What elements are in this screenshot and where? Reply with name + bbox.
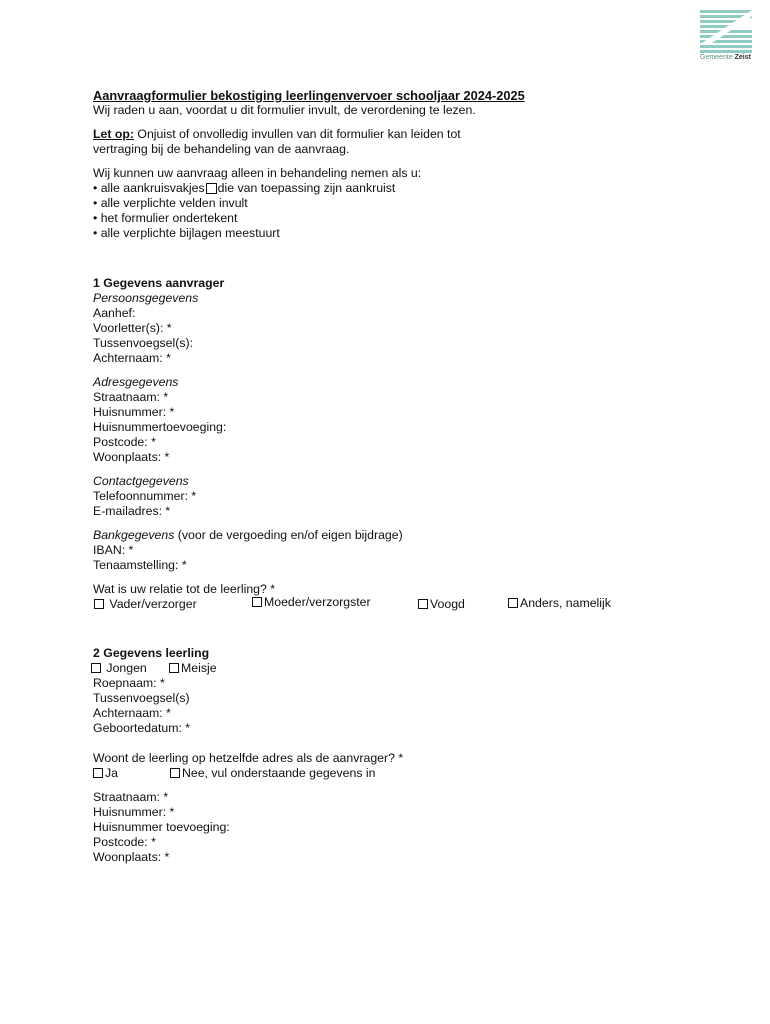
field-surname[interactable]: Achternaam: * bbox=[93, 351, 171, 365]
relation-option-mother[interactable] bbox=[252, 595, 371, 610]
field-student-postcode[interactable]: Postcode: * bbox=[93, 835, 156, 849]
field-student-house-number[interactable]: Huisnummer: * bbox=[93, 805, 175, 819]
condition-item-2: • alle verplichte velden invult bbox=[93, 196, 248, 210]
note-label: Let op: bbox=[93, 127, 134, 141]
same-address-label: Nee, vul onderstaande gegevens in bbox=[182, 766, 376, 780]
same-address-options bbox=[93, 766, 733, 781]
field-student-city[interactable]: Woonplaats: * bbox=[93, 850, 170, 864]
example-checkbox-icon bbox=[206, 183, 217, 194]
section-1-heading: 1 Gegevens aanvrager bbox=[93, 276, 225, 290]
relation-option-label: Voogd bbox=[430, 597, 465, 611]
field-phone[interactable]: Telefoonnummer: * bbox=[93, 489, 197, 503]
field-student-street[interactable]: Straatnaam: * bbox=[93, 790, 169, 804]
checkbox-icon[interactable] bbox=[94, 599, 104, 609]
relation-option-guardian[interactable] bbox=[418, 597, 465, 612]
field-email[interactable]: E-mailadres: * bbox=[93, 504, 171, 518]
relation-options bbox=[93, 597, 733, 613]
field-student-house-number-addition[interactable]: Huisnummer toevoeging: bbox=[93, 820, 230, 834]
bank-subheading: Bankgegevens bbox=[93, 528, 175, 542]
personal-subheading: Persoonsgegevens bbox=[93, 291, 199, 305]
bank-subheading-suffix: (voor de vergoeding en/of eigen bijdrage) bbox=[174, 528, 403, 542]
checkbox-icon[interactable] bbox=[93, 768, 103, 778]
condition-item-1 bbox=[93, 181, 733, 196]
logo-name: Zeist bbox=[734, 54, 751, 61]
relation-option-father[interactable] bbox=[94, 597, 197, 612]
condition-item-1-a: • alle aankruisvakjes bbox=[93, 181, 205, 195]
intro-text: Wij raden u aan, voordat u dit formulier invult, de verordening te lezen. bbox=[93, 103, 476, 117]
field-birthdate[interactable]: Geboortedatum: * bbox=[93, 721, 191, 735]
field-street[interactable]: Straatnaam: * bbox=[93, 390, 169, 404]
field-iban[interactable]: IBAN: * bbox=[93, 543, 134, 557]
field-house-number[interactable]: Huisnummer: * bbox=[93, 405, 175, 419]
field-student-infix[interactable]: Tussenvoegsel(s) bbox=[93, 691, 190, 705]
field-first-name[interactable]: Roepnaam: * bbox=[93, 676, 165, 690]
condition-item-4: • alle verplichte bijlagen meestuurt bbox=[93, 226, 280, 240]
checkbox-icon[interactable] bbox=[418, 599, 428, 609]
same-address-label: Ja bbox=[105, 766, 118, 780]
field-house-number-addition[interactable]: Huisnummertoevoeging: bbox=[93, 420, 227, 434]
bank-subheading-line bbox=[93, 528, 733, 543]
gender-options bbox=[93, 661, 733, 676]
condition-item-3: • het formulier ondertekent bbox=[93, 211, 238, 225]
checkbox-icon[interactable] bbox=[91, 663, 101, 673]
condition-item-1-b: die van toepassing zijn aankruist bbox=[217, 181, 396, 195]
form-document bbox=[93, 88, 733, 865]
field-account-holder[interactable]: Tenaamstelling: * bbox=[93, 558, 187, 572]
field-salutation[interactable]: Aanhef: bbox=[93, 306, 136, 320]
relation-question: Wat is uw relatie tot de leerling? * bbox=[93, 582, 276, 596]
same-address-yes[interactable] bbox=[93, 766, 118, 781]
relation-option-other[interactable] bbox=[508, 596, 611, 611]
checkbox-icon[interactable] bbox=[252, 597, 262, 607]
field-infix[interactable]: Tussenvoegsel(s): bbox=[93, 336, 194, 350]
relation-option-label: Anders, namelijk bbox=[520, 596, 611, 610]
note-line-1 bbox=[93, 127, 733, 142]
contact-subheading: Contactgegevens bbox=[93, 474, 189, 488]
gender-option-boy[interactable] bbox=[91, 661, 147, 676]
field-postcode[interactable]: Postcode: * bbox=[93, 435, 156, 449]
note-line-2: vertraging bij de behandeling van de aanvraag. bbox=[93, 142, 350, 156]
checkbox-icon[interactable] bbox=[169, 663, 179, 673]
gender-option-label: Jongen bbox=[103, 661, 147, 675]
checkbox-icon[interactable] bbox=[508, 598, 518, 608]
logo-prefix: Gemeente bbox=[700, 54, 733, 61]
section-2-heading: 2 Gegevens leerling bbox=[93, 646, 210, 660]
address-subheading: Adresgegevens bbox=[93, 375, 179, 389]
field-initials[interactable]: Voorletter(s): * bbox=[93, 321, 172, 335]
zeist-logo-icon bbox=[700, 10, 754, 54]
same-address-no[interactable] bbox=[170, 766, 375, 781]
page-title: Aanvraagformulier bekostiging leerlingenvervoer schooljaar 2024-2025 bbox=[93, 88, 525, 103]
note-text-1: Onjuist of onvolledig invullen van dit formulier kan leiden tot bbox=[133, 127, 461, 141]
same-address-question: Woont de leerling op hetzelfde adres als de aanvrager? * bbox=[93, 751, 404, 765]
field-student-surname[interactable]: Achternaam: * bbox=[93, 706, 171, 720]
gender-option-label: Meisje bbox=[181, 661, 217, 675]
field-city[interactable]: Woonplaats: * bbox=[93, 450, 170, 464]
conditions-lead: Wij kunnen uw aanvraag alleen in behandeling nemen als u: bbox=[93, 166, 422, 180]
gender-option-girl[interactable] bbox=[169, 661, 217, 676]
logo-text bbox=[700, 54, 751, 61]
relation-option-label: Vader/verzorger bbox=[106, 597, 197, 611]
relation-option-label: Moeder/verzorgster bbox=[264, 595, 371, 609]
checkbox-icon[interactable] bbox=[170, 768, 180, 778]
